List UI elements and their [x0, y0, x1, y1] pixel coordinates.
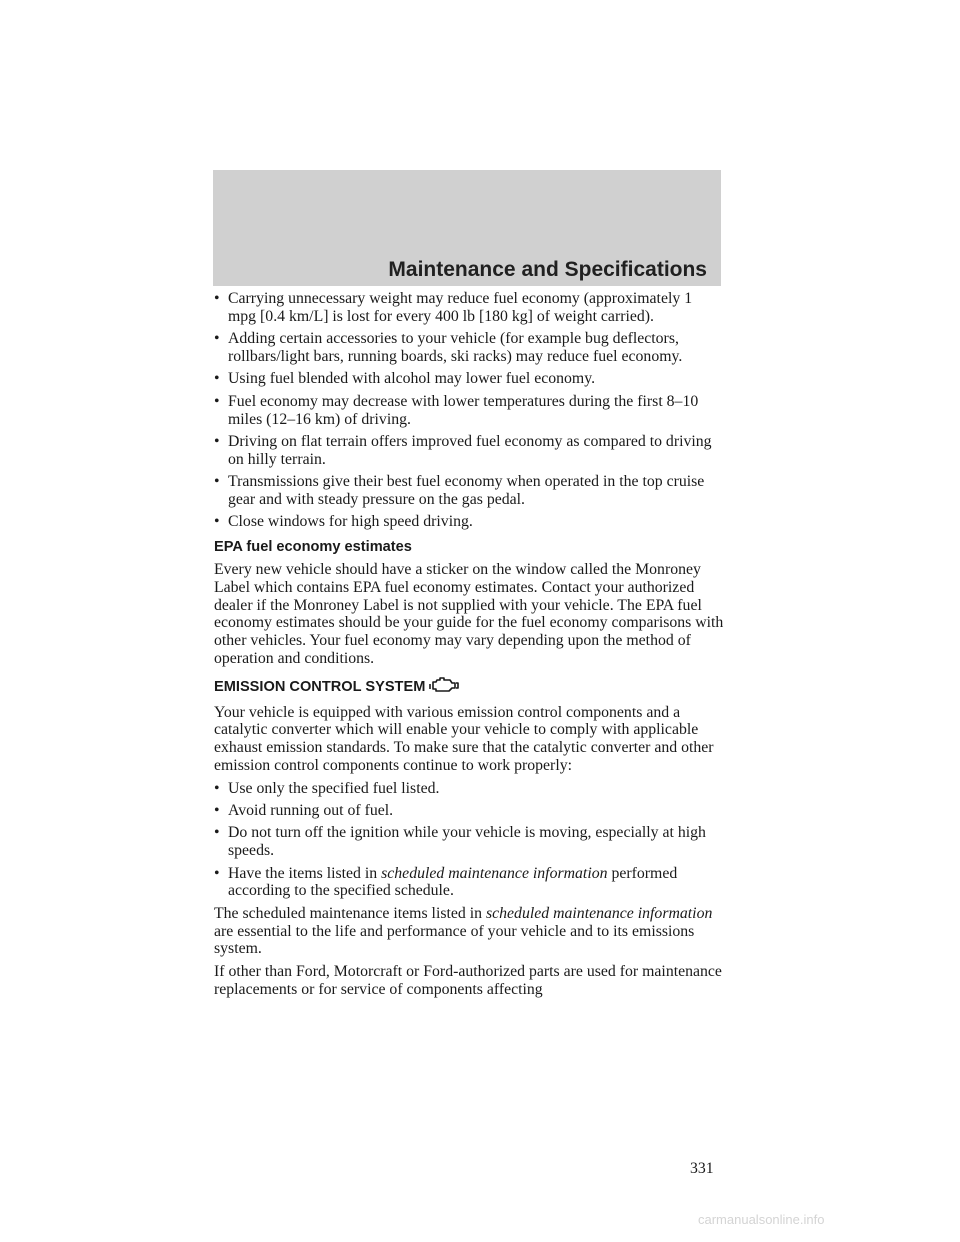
watermark-text: carmanualsonline.info: [698, 1212, 825, 1227]
bullet-text: Close windows for high speed driving.: [228, 513, 473, 531]
emission-heading-text: EMISSION CONTROL SYSTEM: [214, 678, 426, 695]
bullet-text: Carrying unnecessary weight may reduce fuel economy (approximately 1 mpg [0.4 km/L] is lost for every 400 lb [180 kg] of weight carried).: [228, 290, 693, 325]
paragraph-emphasis: scheduled maintenance information: [485, 904, 713, 922]
list-item: [214, 370, 724, 388]
list-item: [214, 473, 724, 509]
page-content: [214, 290, 724, 1004]
bullet-text: Do not turn off the ignition while your vehicle is moving, especially at high speeds.: [228, 824, 706, 860]
bullet-dot: •: [214, 370, 220, 388]
list-item: [214, 802, 724, 820]
epa-heading: EPA fuel economy estimates: [214, 539, 412, 556]
bullet-emphasis: scheduled maintenance information: [381, 864, 608, 882]
list-item: [214, 780, 724, 798]
bullet-text: Fuel economy may decrease with lower temperatures during the first 8–10 miles (12–16 km) of driving.: [228, 392, 699, 428]
section-title: Maintenance and Specifications: [388, 258, 707, 281]
bullet-text: Use only the specified fuel listed.: [228, 779, 440, 797]
bullet-dot: •: [214, 330, 220, 348]
paragraph-text: The scheduled maintenance items listed in: [214, 904, 486, 922]
bullet-dot: •: [214, 864, 220, 882]
bullet-dot: •: [214, 824, 220, 842]
emission-intro: Your vehicle is equipped with various emission control components and a catalytic converter which will enable your vehicle to comply with applicable exhaust emission standards. To make sure that the catalytic converter and other emission control components continue to work properly:: [214, 703, 714, 774]
emission-bullet-list: [214, 780, 724, 860]
list-item: [214, 393, 724, 429]
epa-paragraph: Every new vehicle should have a sticker on the window called the Monroney Label which contains EPA fuel economy estimates. Contact your authorized dealer if the Monroney Label is not supplied with your vehicle. The EPA fuel economy estimates should be your guide for the fuel economy comparisons with other vehicles. Your fuel economy may vary depending upon the method of operation and conditions.: [214, 560, 724, 667]
bullet-text: Using fuel blended with alcohol may lower fuel economy.: [228, 370, 596, 388]
bullet-text: Have the items listed in: [228, 864, 382, 882]
bullet-text: Avoid running out of fuel.: [228, 802, 394, 820]
maintenance-paragraph: [214, 905, 724, 958]
bullet-dot: •: [214, 513, 220, 531]
list-item: [214, 513, 724, 531]
bullet-dot: •: [214, 392, 220, 410]
list-item: [214, 290, 724, 326]
bullet-text-suffix: performed according to the specified schedule.: [228, 864, 678, 900]
bullet-text: Driving on flat terrain offers improved fuel economy as compared to driving on hilly terrain.: [228, 432, 712, 468]
bullet-dot: •: [214, 290, 220, 307]
bullet-text: Adding certain accessories to your vehicle (for example bug deflectors, rollbars/light bars, running boards, ski racks) may reduce fuel economy.: [228, 330, 683, 365]
bullet-dot: •: [214, 802, 220, 820]
bullet-dot: •: [214, 432, 220, 450]
bullet-dot: •: [214, 473, 220, 491]
engine-icon: [429, 676, 459, 700]
section-header-band: [213, 170, 721, 286]
list-item: [214, 865, 724, 901]
emission-heading: [214, 676, 724, 700]
list-item: [214, 330, 724, 366]
list-item: [214, 824, 724, 860]
bullet-dot: •: [214, 779, 220, 797]
bullet-text: Transmissions give their best fuel economy when operated in the top cruise gear and with steady pressure on the gas pedal.: [228, 473, 705, 508]
fuel-economy-bullet-list: [214, 290, 724, 531]
paragraph-text-suffix: are essential to the life and performance of your vehicle and to its emissions system.: [214, 922, 695, 958]
parts-paragraph: If other than Ford, Motorcraft or Ford-authorized parts are used for maintenance replacements or for service of components affecting: [214, 963, 722, 999]
list-item: [214, 433, 724, 469]
page-number: 331: [690, 1160, 714, 1177]
